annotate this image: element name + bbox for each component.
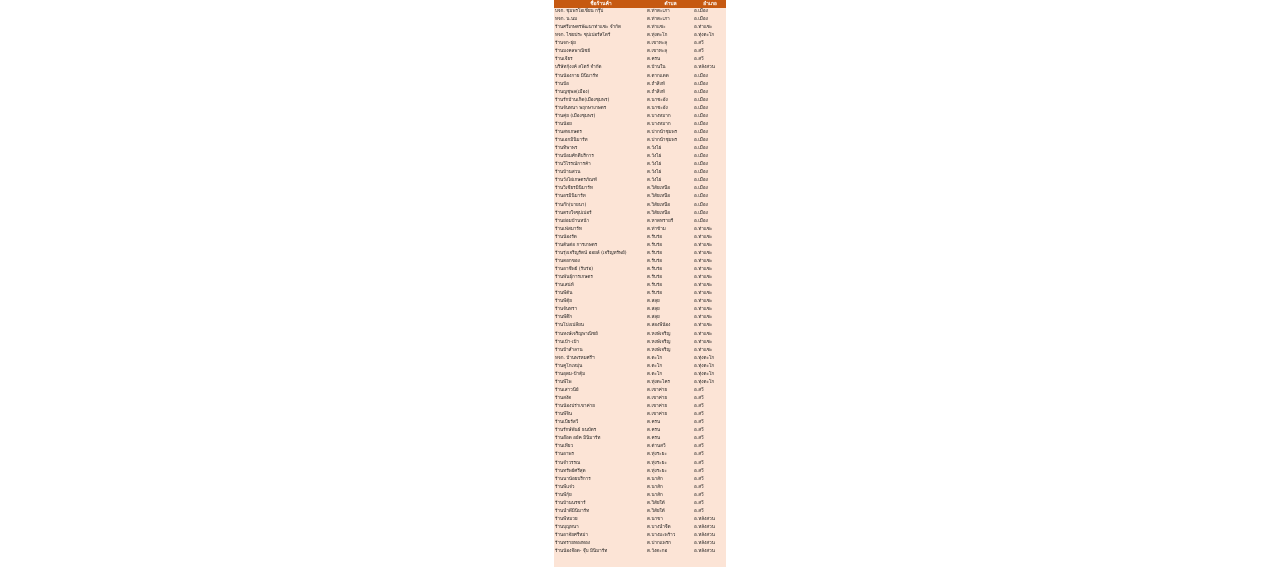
- table-row: [554, 169, 726, 177]
- cell-subdistrict: ต.วังไผ่: [647, 154, 662, 160]
- cell-district: อ.สวี: [694, 428, 704, 434]
- cell-subdistrict: ต.ตะโก: [647, 355, 663, 361]
- cell-store-name: ร้านน้องรัด: [555, 234, 577, 240]
- table-row: [554, 387, 726, 395]
- cell-store-name: ร้านน้ำดีมินิมาร์ท: [555, 508, 590, 514]
- cell-district: อ.สวี: [694, 500, 704, 506]
- cell-district: อ.เมือง: [694, 162, 708, 168]
- cell-store-name: ร้านอุดม-ป้าตุ้ม: [555, 371, 586, 377]
- cell-subdistrict: ต.ทุ่งระยะ: [647, 452, 667, 458]
- table-row: [554, 242, 726, 250]
- table-row: [554, 48, 726, 56]
- table-row: [554, 532, 726, 540]
- cell-district: อ.สวี: [694, 41, 704, 47]
- cell-district: อ.หลังสวน: [694, 541, 715, 547]
- cell-store-name: ร้านป้อ: [555, 81, 569, 87]
- cell-store-name: ร้านทรัพย์ศรีสุด: [555, 468, 586, 474]
- cell-store-name: บริษัทกุ้งงค์ สโตร์ จำกัด: [555, 65, 602, 71]
- cell-store-name: ร้านเสาวนีย์: [555, 387, 579, 393]
- table-row: [554, 508, 726, 516]
- cell-subdistrict: ต.ครน: [647, 436, 661, 442]
- table-row: [554, 331, 726, 339]
- cell-store-name: บจก. ชุมพรโอเชี่ยน กรุ๊ป: [555, 9, 604, 14]
- cell-district: อ.สวี: [694, 387, 704, 393]
- cell-store-name: ร้านพี่จิน: [555, 412, 573, 418]
- cell-district: อ.ท่าแซะ: [694, 307, 713, 313]
- cell-district: อ.เมือง: [694, 81, 708, 87]
- cell-subdistrict: ต.รับร่อ: [647, 242, 663, 248]
- cell-district: อ.ท่าแซะ: [694, 283, 713, 289]
- cell-store-name: ร้านตรงใจซุปเปอร์: [555, 210, 592, 216]
- cell-store-name: ร้านเที่ยว: [555, 444, 574, 450]
- table-row: [554, 185, 726, 193]
- table-row: [554, 113, 726, 121]
- cell-district: อ.สวี: [694, 460, 704, 466]
- cell-store-name: ร้านพันธุ์การเกษตร: [555, 275, 593, 281]
- table-row: [554, 322, 726, 330]
- cell-subdistrict: ต.ครน: [647, 428, 661, 434]
- cell-store-name: ร้านทรายทองทอง: [555, 541, 591, 547]
- cell-district: อ.ท่าแซะ: [694, 299, 713, 305]
- cell-district: อ.ท่าแซะ: [694, 226, 713, 232]
- cell-store-name: ร้านโปงเปลี่ยน: [555, 323, 584, 329]
- cell-subdistrict: ต.สลุย: [647, 307, 660, 313]
- cell-subdistrict: ต.ทุ่งระยะ: [647, 468, 667, 474]
- cell-subdistrict: ต.วังตะกอ: [647, 549, 668, 555]
- cell-district: อ.ทุ่งตะโก: [694, 355, 715, 361]
- cell-store-name: ร้านน้องกาย มินิมาร์ท: [555, 73, 599, 79]
- table-row: [554, 266, 726, 274]
- table-row: [554, 516, 726, 524]
- cell-subdistrict: ต.ครน: [647, 57, 661, 63]
- table-row: [554, 16, 726, 24]
- cell-subdistrict: ต.ทุ่งตะไคร: [647, 379, 671, 385]
- cell-subdistrict: ต.นาสัก: [647, 484, 663, 490]
- cell-district: อ.เมือง: [694, 121, 708, 127]
- cell-subdistrict: ต.วังไผ่: [647, 178, 662, 184]
- cell-district: อ.สวี: [694, 508, 704, 514]
- table-row: [554, 56, 726, 64]
- cell-district: อ.ท่าแซะ: [694, 323, 713, 329]
- cell-district: อ.ทุ่งตะโก: [694, 363, 715, 369]
- cell-store-name: ร้านหงษ์เจริญพาณิชย์: [555, 331, 598, 337]
- table-row: [554, 339, 726, 347]
- header-store-name: ชื่อร้านค้า: [590, 1, 612, 7]
- cell-district: อ.หลังสวน: [694, 516, 715, 522]
- cell-subdistrict: ต.ท่าข้าม: [647, 226, 666, 232]
- cell-subdistrict: ต.ตากแดด: [647, 73, 669, 79]
- table-row: [554, 202, 726, 210]
- cell-subdistrict: ต.หงษ์เจริญ: [647, 339, 671, 345]
- cell-district: อ.สวี: [694, 49, 704, 55]
- cell-subdistrict: ต.วังไผ่: [647, 170, 662, 176]
- cell-store-name: ร้านวังไผ่เกษตรภัณฑ์: [555, 178, 597, 184]
- cell-subdistrict: ต.ตะโก: [647, 371, 663, 377]
- cell-store-name: ร้านวิไรรณ์การค้า: [555, 162, 591, 168]
- cell-district: อ.เมือง: [694, 202, 708, 208]
- cell-district: อ.ท่าแซะ: [694, 242, 713, 248]
- header-subdistrict: ตำบล: [664, 1, 677, 7]
- cell-district: อ.ท่าแซะ: [694, 234, 713, 240]
- cell-district: อ.เมือง: [694, 9, 708, 14]
- cell-store-name: ร้านรุ่งเจริญรัตน์ ออยล์ (เจริญทรัพย์): [555, 250, 627, 256]
- table-row: [554, 193, 726, 201]
- cell-district: อ.เมือง: [694, 178, 708, 184]
- cell-subdistrict: ต.เขาทะลุ: [647, 49, 668, 55]
- cell-district: อ.ท่าแซะ: [694, 258, 713, 264]
- table-header: [554, 0, 726, 8]
- cell-subdistrict: ต.วิสัยเหนือ: [647, 186, 671, 192]
- cell-subdistrict: ต.บางมะพร้าว: [647, 533, 676, 539]
- table-row: [554, 8, 726, 16]
- cell-store-name: หจก. บ้านพรหมศรีฯ: [555, 355, 595, 361]
- cell-district: อ.สวี: [694, 452, 704, 458]
- cell-subdistrict: ต.นาขา: [647, 516, 663, 522]
- table-row: [554, 145, 726, 153]
- cell-store-name: ร้านพี่ไพ: [555, 379, 572, 385]
- cell-store-name: ร้านอรมินิมาร์ท: [555, 194, 586, 200]
- table-row: [554, 81, 726, 89]
- cell-district: อ.สวี: [694, 420, 704, 426]
- table-row: [554, 40, 726, 48]
- cell-subdistrict: ต.ปากแพรก: [647, 541, 671, 547]
- cell-district: อ.ท่าแซะ: [694, 291, 713, 297]
- cell-district: อ.เมือง: [694, 129, 708, 135]
- cell-store-name: ร้านพี่หมวย: [555, 516, 578, 522]
- cell-district: อ.สวี: [694, 412, 704, 418]
- cell-subdistrict: ต.สลุย: [647, 299, 660, 305]
- table-row: [554, 282, 726, 290]
- cell-store-name: ร้านพี่ติ๊ก: [555, 315, 572, 321]
- cell-store-name: ร้านจก-ธุ่ย: [555, 41, 576, 47]
- table-row: [554, 540, 726, 548]
- table-row: [554, 290, 726, 298]
- table-row: [554, 403, 726, 411]
- cell-subdistrict: ต.บางหมาก: [647, 121, 671, 127]
- cell-district: อ.เมือง: [694, 73, 708, 79]
- cell-subdistrict: ต.รับร่อ: [647, 283, 663, 289]
- cell-subdistrict: ต.วังไผ่: [647, 146, 662, 152]
- cell-store-name: ร้านน้องจ๊อด- จุ๊บ มินิมาร์ท: [555, 549, 608, 555]
- cell-district: อ.เมือง: [694, 105, 708, 111]
- table-row: [554, 500, 726, 508]
- cell-district: อ.เมือง: [694, 17, 708, 23]
- table-row: [554, 250, 726, 258]
- table-row: [554, 347, 726, 355]
- cell-district: อ.ท่าแซะ: [694, 347, 713, 353]
- cell-district: อ.ทุ่งตะโก: [694, 33, 715, 39]
- cell-district: อ.หลังสวน: [694, 525, 715, 530]
- cell-subdistrict: ต.ถ้ำสิงห์: [647, 81, 665, 87]
- cell-subdistrict: ต.ทุ่งตะโก: [647, 33, 668, 39]
- cell-subdistrict: ต.วิสัยเหนือ: [647, 194, 671, 200]
- cell-store-name: ร้านเปียร์สวี: [555, 420, 579, 426]
- cell-store-name: ร้านป้าสำลาน: [555, 347, 583, 353]
- cell-district: อ.สวี: [694, 396, 704, 401]
- cell-district: อ.หลังสวน: [694, 549, 715, 555]
- cell-subdistrict: ต.วิสัยใต้: [647, 500, 665, 506]
- cell-store-name: ร้านน้องปร่าเขาค่าย: [555, 404, 595, 410]
- cell-store-name: ร้านจำวรรณ: [555, 460, 581, 466]
- table-row: [554, 451, 726, 459]
- cell-district: อ.เมือง: [694, 210, 708, 216]
- header-district: อำเภอ: [703, 1, 717, 7]
- cell-district: อ.ท่าแซะ: [694, 275, 713, 281]
- table-row: [554, 484, 726, 492]
- cell-store-name: หจก. ไชยประ ซุปเปอร์สโตร์: [555, 33, 611, 39]
- cell-store-name: ร้านพี่แจ๋ว: [555, 484, 575, 490]
- cell-district: อ.สวี: [694, 492, 704, 498]
- table-row: [554, 32, 726, 40]
- table-row: [554, 371, 726, 379]
- cell-subdistrict: ต.ปากน้ำชุมพร: [647, 129, 678, 135]
- cell-district: อ.เมือง: [694, 138, 708, 143]
- table-row: [554, 468, 726, 476]
- table-row: [554, 435, 726, 443]
- table-row: [554, 177, 726, 185]
- cell-subdistrict: ต.ท่าตะเภา: [647, 17, 670, 23]
- cell-district: อ.เมือง: [694, 113, 708, 119]
- cell-subdistrict: ต.เขาค่าย: [647, 404, 668, 410]
- table-row: [554, 411, 726, 419]
- cell-district: อ.เมือง: [694, 170, 708, 176]
- table-row: [554, 274, 726, 282]
- cell-subdistrict: ต.นาชะอัง: [647, 97, 668, 103]
- cell-store-name: ร้านนาน้อยบริการ: [555, 476, 591, 482]
- cell-store-name: ร้านย่อมบ้านหน้า: [555, 218, 590, 224]
- cell-store-name: ร้านดอกของ: [555, 258, 580, 264]
- cell-subdistrict: ต.เขาทะลุ: [647, 41, 668, 47]
- table-row: [554, 363, 726, 371]
- cell-subdistrict: ต.รับร่อ: [647, 275, 663, 281]
- cell-store-name: ร้านสงัด: [555, 396, 572, 401]
- cell-district: อ.ทุ่งตะโก: [694, 371, 715, 377]
- table-row: [554, 427, 726, 435]
- cell-store-name: หจก. น.นม: [555, 17, 578, 23]
- cell-store-name: ร้านกั๊ก(บายนา): [555, 202, 587, 208]
- table-row: [554, 306, 726, 314]
- cell-store-name: ร้านศรีเกษตรพัฒนาท่าแซะ จำกัด: [555, 25, 621, 31]
- table-row: [554, 460, 726, 468]
- cell-store-name: ร้านเจียร: [555, 57, 573, 63]
- cell-subdistrict: ต.ครน: [647, 420, 661, 426]
- cell-subdistrict: ต.บ้านใน: [647, 65, 666, 71]
- cell-subdistrict: ต.บางน้ำจืด: [647, 525, 671, 530]
- table-row: [554, 476, 726, 484]
- table-row: [554, 226, 726, 234]
- cell-subdistrict: ต.นาชะอัง: [647, 105, 668, 111]
- table-row: [554, 24, 726, 32]
- table-row: [554, 443, 726, 451]
- table-row: [554, 64, 726, 72]
- store-list-table: [554, 0, 726, 567]
- cell-subdistrict: ต.บางหมาก: [647, 113, 671, 119]
- cell-store-name: ร้านต้นต่อ การเกษตร: [555, 242, 598, 248]
- cell-district: อ.สวี: [694, 436, 704, 442]
- cell-district: อ.ท่าแซะ: [694, 339, 713, 345]
- table-row: [554, 258, 726, 266]
- cell-store-name: ร้านอ๊อด อย์ค มินิมาร์ท: [555, 436, 601, 442]
- cell-store-name: ร้านจันทนา พฤกษาเกษตร: [555, 105, 607, 111]
- table-row: [554, 97, 726, 105]
- cell-store-name: ร้านเฟ่สมาร์ท: [555, 226, 582, 232]
- cell-store-name: ร้านป้อมศักดิ์บริการ: [555, 154, 594, 160]
- cell-store-name: ร้านพี่กุ้ย: [555, 492, 572, 498]
- cell-store-name: ร้านรักษ์พันธ์ ธนบัตร: [555, 428, 597, 434]
- cell-subdistrict: ต.หงษ์เจริญ: [647, 347, 671, 353]
- cell-subdistrict: ต.รับร่อ: [647, 250, 663, 256]
- cell-district: อ.หลังสวน: [694, 65, 715, 71]
- cell-store-name: ร้านพี่ตุ้ย: [555, 299, 572, 305]
- table-body: [554, 8, 726, 556]
- cell-subdistrict: ต.วิสัยเหนือ: [647, 202, 671, 208]
- cell-district: อ.เมือง: [694, 154, 708, 160]
- cell-district: อ.ทุ่งตะโก: [694, 379, 715, 385]
- cell-store-name: ร้านพี่ต้น: [555, 291, 573, 297]
- cell-store-name: ร้านรักบ้านเกิด(เมืองชุมพร): [555, 97, 610, 103]
- table-row: [554, 129, 726, 137]
- table-row: [554, 153, 726, 161]
- cell-district: อ.หลังสวน: [694, 533, 715, 539]
- table-row: [554, 218, 726, 226]
- cell-subdistrict: ต.ด่านสวี: [647, 444, 666, 450]
- table-row: [554, 210, 726, 218]
- cell-subdistrict: ต.รับร่อ: [647, 234, 663, 240]
- table-row: [554, 298, 726, 306]
- cell-subdistrict: ต.วังไผ่: [647, 162, 662, 168]
- cell-subdistrict: ต.หงษ์เจริญ: [647, 331, 671, 337]
- cell-subdistrict: ต.สลุย: [647, 315, 660, 321]
- cell-district: อ.เมือง: [694, 186, 708, 192]
- cell-subdistrict: ต.ถ้ำสิงห์: [647, 89, 665, 95]
- table-row: [554, 137, 726, 145]
- cell-store-name: ร้านเอกมินิมาร์ท: [555, 138, 588, 143]
- cell-subdistrict: ต.วิสัยเหนือ: [647, 210, 671, 216]
- cell-store-name: ร้านสหเกษตร: [555, 129, 582, 135]
- cell-subdistrict: ต.ตะโก: [647, 363, 663, 369]
- cell-subdistrict: ต.ท่าแซะ: [647, 25, 666, 31]
- cell-district: อ.สวี: [694, 476, 704, 482]
- cell-store-name: ร้านมงคลพาณิชย์: [555, 49, 591, 55]
- table-row: [554, 524, 726, 532]
- cell-district: อ.ท่าแซะ: [694, 267, 713, 272]
- cell-district: อ.เมือง: [694, 146, 708, 152]
- cell-district: อ.สวี: [694, 404, 704, 410]
- cell-store-name: ร้านบุญหนา: [555, 525, 579, 530]
- table-row: [554, 355, 726, 363]
- cell-district: อ.สวี: [694, 468, 704, 474]
- table-row: [554, 73, 726, 81]
- table-row: [554, 105, 726, 113]
- cell-subdistrict: ต.เขาค่าย: [647, 412, 668, 418]
- cell-subdistrict: ต.สองพี่น้อง: [647, 323, 671, 329]
- table-row: [554, 492, 726, 500]
- cell-subdistrict: ต.ท่าตะเภา: [647, 9, 670, 14]
- cell-district: อ.สวี: [694, 57, 704, 63]
- cell-district: อ.ท่าแซะ: [694, 25, 713, 31]
- cell-subdistrict: ต.หาดทรายรี: [647, 218, 674, 224]
- table-row: [554, 395, 726, 403]
- table-row: [554, 121, 726, 129]
- cell-store-name: ร้านทิพาพร: [555, 146, 578, 152]
- cell-district: อ.เมือง: [694, 97, 708, 103]
- cell-store-name: ร้านน้อย: [555, 121, 572, 127]
- cell-district: อ.เมือง: [694, 89, 708, 95]
- cell-store-name: ร้านวิเชียรมินิมาร์ท: [555, 186, 593, 192]
- cell-district: อ.สวี: [694, 444, 704, 450]
- cell-store-name: ร้านอาพร: [555, 452, 575, 458]
- cell-district: อ.ท่าแซะ: [694, 250, 713, 256]
- cell-subdistrict: ต.นาสัก: [647, 476, 663, 482]
- cell-store-name: ร้านจันทรา: [555, 307, 578, 313]
- cell-store-name: ร้านบ้านสวน: [555, 170, 581, 176]
- cell-subdistrict: ต.ทุ่งระยะ: [647, 460, 667, 466]
- cell-district: อ.เมือง: [694, 218, 708, 224]
- cell-store-name: ร้านอาจัยศรีหม่า: [555, 533, 588, 539]
- cell-store-name: ร้านคุ่ย (เมืองชุมพร): [555, 113, 596, 119]
- cell-district: อ.ท่าแซะ: [694, 315, 713, 321]
- cell-district: อ.เมือง: [694, 194, 708, 200]
- table-row: [554, 419, 726, 427]
- table-row: [554, 548, 726, 556]
- cell-subdistrict: ต.รับร่อ: [647, 267, 663, 272]
- cell-subdistrict: ต.เขาค่าย: [647, 396, 668, 401]
- cell-store-name: ร้านคูโกเหมุ่น: [555, 363, 583, 369]
- cell-subdistrict: ต.รับร่อ: [647, 291, 663, 297]
- table-row: [554, 379, 726, 387]
- cell-subdistrict: ต.นาสัก: [647, 492, 663, 498]
- table-row: [554, 314, 726, 322]
- cell-subdistrict: ต.เขาค่าย: [647, 387, 668, 393]
- table-row: [554, 234, 726, 242]
- cell-subdistrict: ต.รับร่อ: [647, 258, 663, 264]
- cell-district: อ.ท่าแซะ: [694, 331, 713, 337]
- cell-subdistrict: ต.ปากน้ำชุมพร: [647, 138, 678, 143]
- cell-store-name: ร้านเป้า-เป้า: [555, 339, 579, 345]
- cell-subdistrict: ต.วิสัยใต้: [647, 508, 665, 514]
- cell-store-name: ร้านเสน่ห์: [555, 283, 574, 289]
- table-row: [554, 161, 726, 169]
- cell-store-name: ร้านญชุพล(เมือง): [555, 89, 590, 95]
- cell-store-name: ร้านอาชีพย์ (รับร่อ): [555, 267, 594, 272]
- table-row: [554, 89, 726, 97]
- cell-district: อ.สวี: [694, 484, 704, 490]
- cell-store-name: ร้านบ้านนรชาร์: [555, 500, 586, 506]
